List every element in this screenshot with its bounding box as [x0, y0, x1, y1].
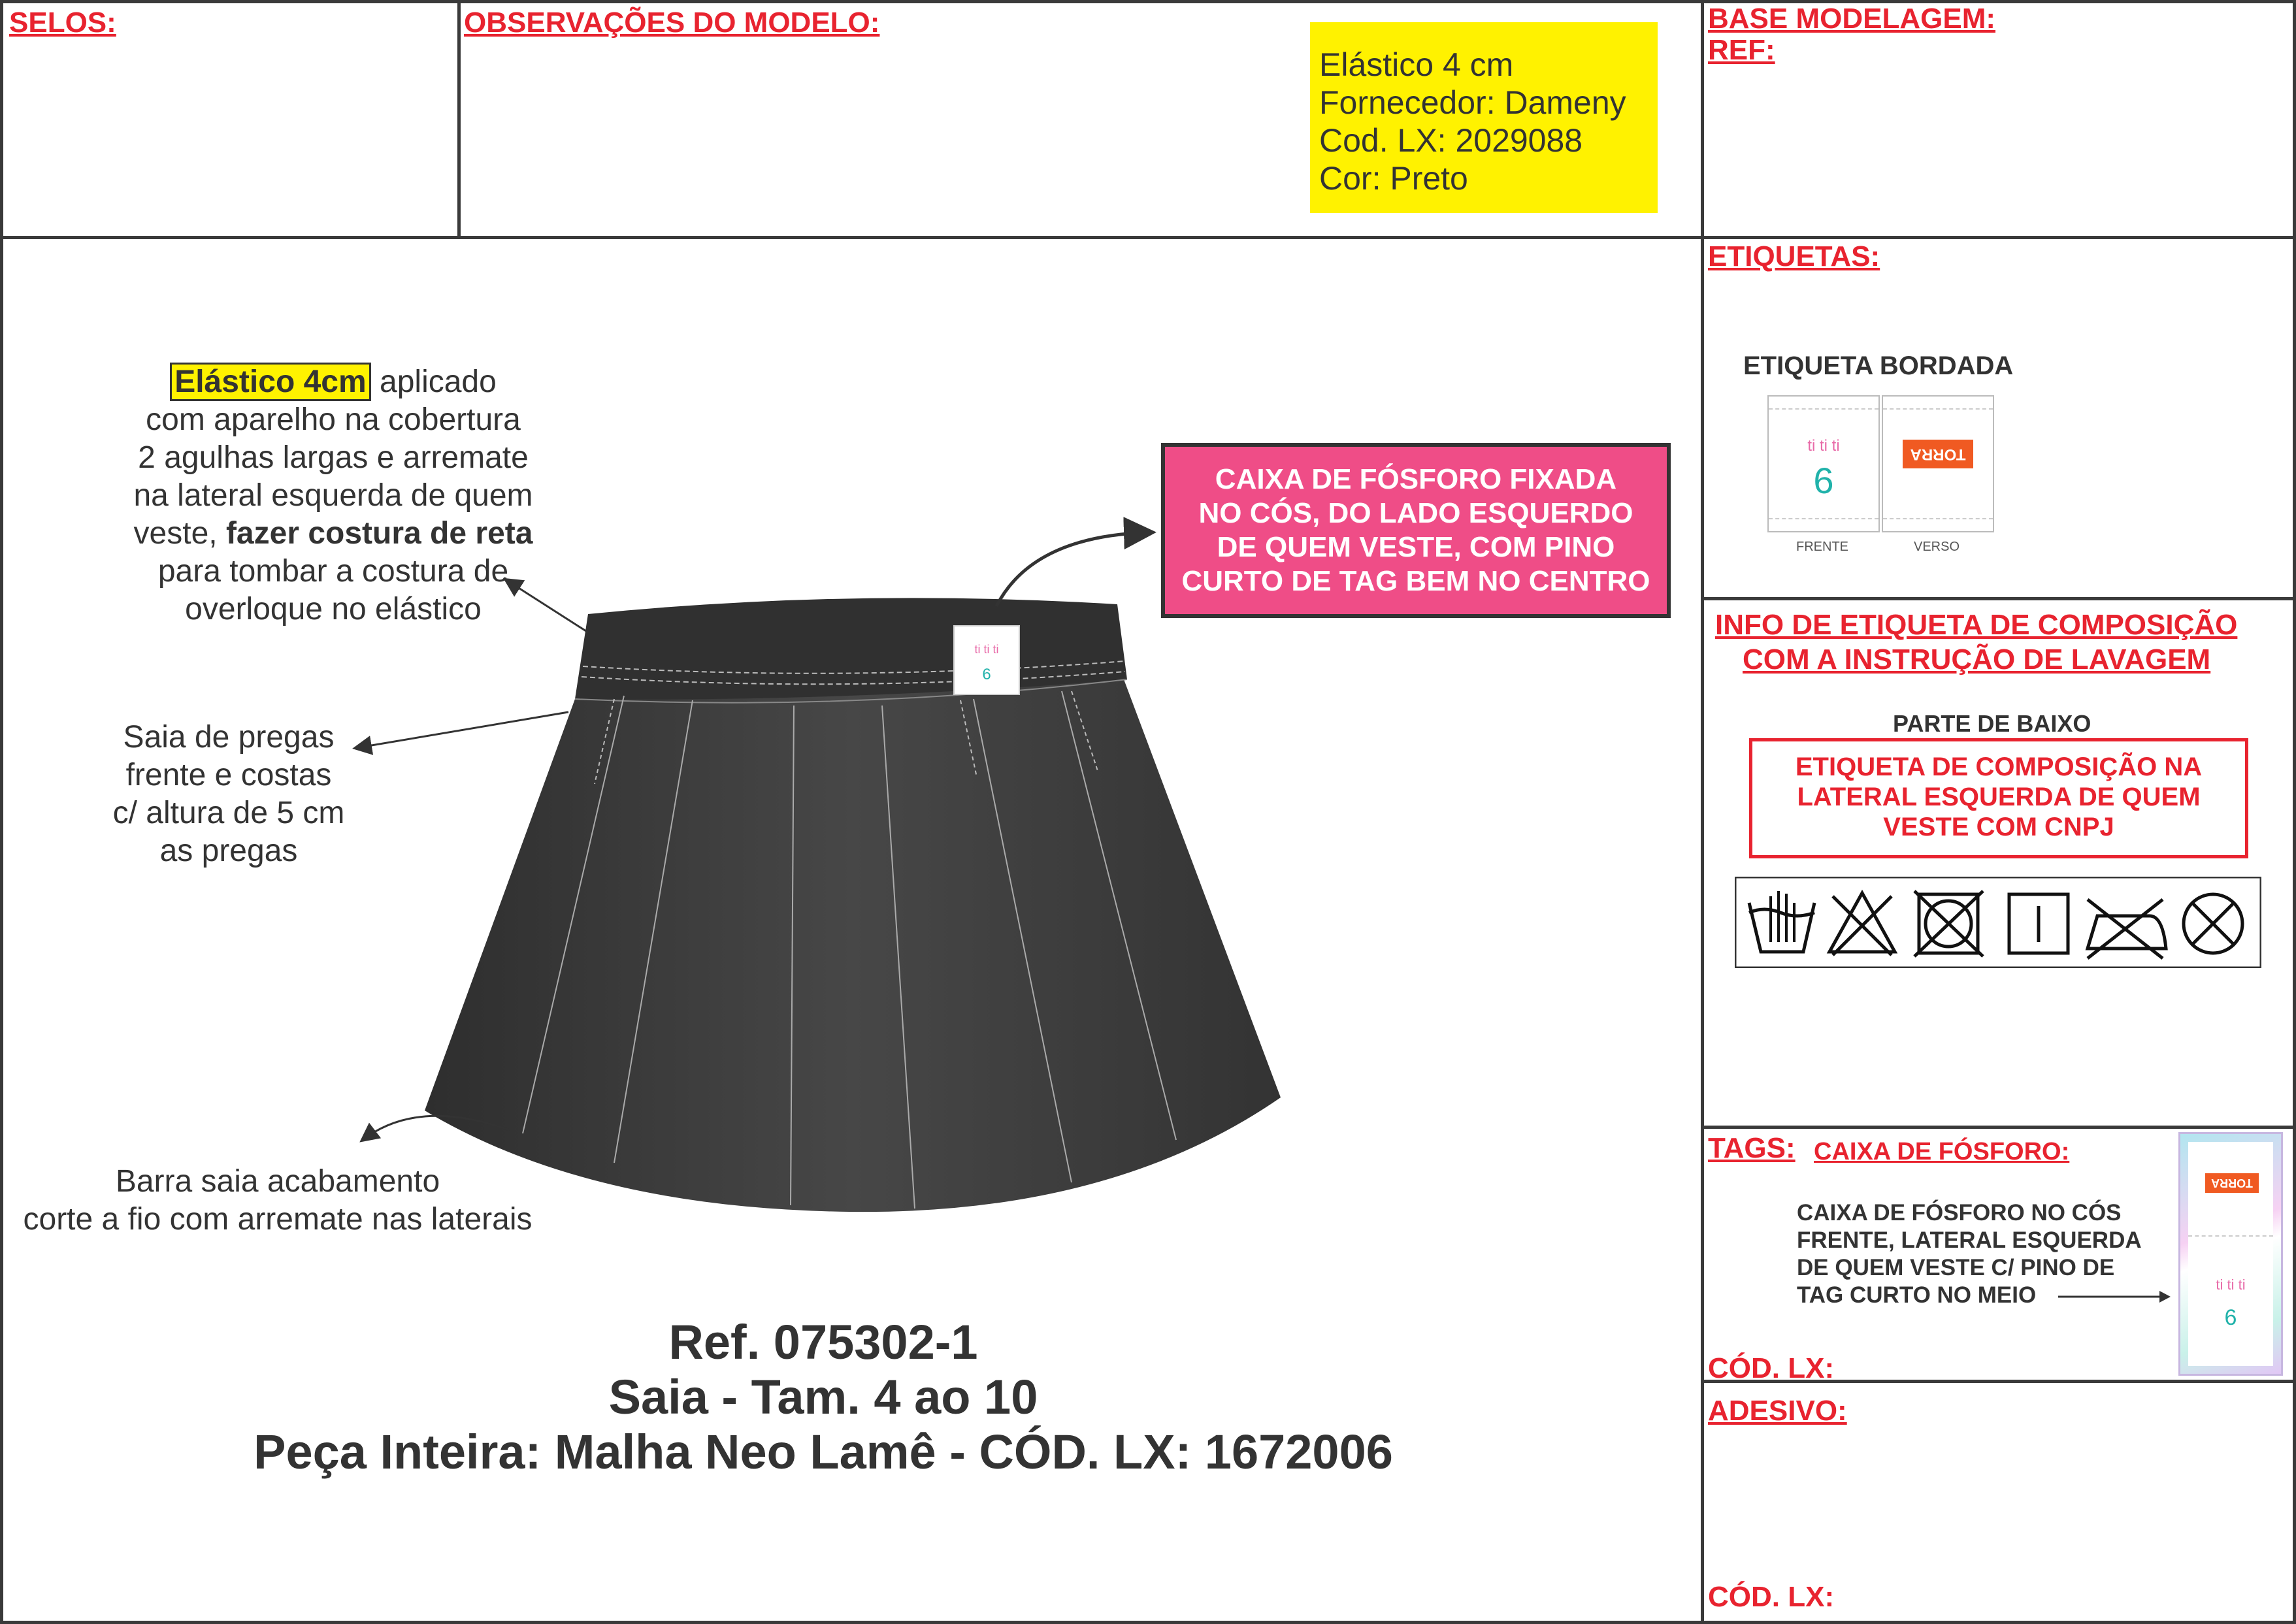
composicao-box — [1749, 738, 2248, 858]
etiqueta-verso-caption: VERSO — [1913, 540, 1960, 554]
matchbox-tag — [2178, 1132, 2283, 1376]
arrow-pregas — [356, 712, 568, 748]
observacoes-header: OBSERVAÇÕES DO MODELO: — [464, 7, 880, 39]
no-tumble-dry-icon — [1914, 891, 1983, 956]
elastic-info-line1: Elástico 4 cm — [1319, 46, 1514, 83]
tags-cod-lx: CÓD. LX: — [1708, 1352, 1835, 1384]
skirt-waistband — [575, 598, 1127, 699]
elastic-note-l2: com aparelho na cobertura — [146, 402, 521, 437]
composicao-box-l2: LATERAL ESQUERDA DE QUEM — [1797, 783, 2201, 811]
elastic-note-l5a: veste, — [133, 516, 226, 551]
adesivo-header: ADESIVO: — [1708, 1395, 1847, 1427]
etiqueta-verso-brand: TORRA — [1903, 440, 1973, 468]
elastic-note-l4: na lateral esquerda de quem — [133, 478, 533, 513]
barra-note-l2: corte a fio com arremate nas laterais — [23, 1202, 533, 1237]
etiquetas-divider — [1701, 597, 2296, 600]
parte-de-baixo-label: PARTE DE BAIXO — [1893, 710, 2091, 737]
waistband-tag-size: 6 — [982, 666, 991, 683]
etiqueta-frente — [1767, 395, 1880, 532]
elastic-note-l7: overloque no elástico — [185, 592, 482, 626]
elastic-info-line4: Cor: Preto — [1319, 160, 1468, 197]
matchbox-callout-l3: DE QUEM VESTE, COM PINO — [1217, 531, 1615, 563]
elastic-note-l5b: fazer costura de reta — [225, 516, 533, 551]
elastic-info-line3: Cod. LX: 2029088 — [1319, 122, 1583, 159]
etiquetas-header: ETIQUETAS: — [1708, 240, 1880, 272]
tags-text-l2: FRENTE, LATERAL ESQUERDA — [1797, 1227, 2142, 1253]
ref-header: REF: — [1708, 34, 1775, 66]
matchbox-callout-l1: CAIXA DE FÓSFORO FIXADA — [1215, 463, 1617, 495]
composicao-divider — [1701, 1126, 2296, 1129]
elastic-note-l1: aplicado — [370, 365, 497, 399]
elastic-note-highlight: Elástico 4cm — [170, 363, 370, 401]
care-symbols — [1735, 877, 2261, 968]
pregas-note-l1: Saia de pregas — [123, 720, 335, 755]
etiqueta-verso — [1882, 395, 1994, 532]
title-saia: Saia - Tam. 4 ao 10 — [608, 1370, 1038, 1424]
pregas-note-l4: as pregas — [159, 834, 298, 868]
barra-note-l1: Barra saia acabamento — [115, 1164, 440, 1199]
skirt-body — [425, 679, 1281, 1212]
arrow-matchbox — [996, 532, 1150, 606]
elastic-note-l6: para tombar a costura de — [157, 554, 509, 589]
title-peca: Peça Inteira: Malha Neo Lamê - CÓD. LX: 1672006 — [254, 1425, 1393, 1479]
waistband-tag-logo: ti ti ti — [974, 643, 999, 656]
matchbox-tag-size: 6 — [2224, 1305, 2237, 1330]
tags-arrow — [2058, 1287, 2173, 1307]
title-ref: Ref. 075302-1 — [668, 1315, 978, 1369]
pregas-note-l3: c/ altura de 5 cm — [112, 796, 345, 830]
matchbox-tag-logo: ti ti ti — [2216, 1276, 2246, 1293]
tags-header: TAGS: — [1708, 1132, 1796, 1164]
tags-text-l4: TAG CURTO NO MEIO — [1797, 1282, 2037, 1308]
etiqueta-bordada-label: ETIQUETA BORDADA — [1743, 351, 2014, 380]
adesivo-cod-lx: CÓD. LX: — [1708, 1581, 1835, 1613]
caixa-fosforo-header: CAIXA DE FÓSFORO: — [1814, 1138, 2070, 1165]
selos-header: SELOS: — [9, 7, 116, 39]
elastic-note-l3: 2 agulhas largas e arremate — [138, 440, 529, 475]
matchbox-tag-brand: TORRA — [2205, 1173, 2259, 1193]
etiqueta-frente-size: 6 — [1813, 460, 1834, 501]
composicao-header-2: COM A INSTRUÇÃO DE LAVAGEM — [1743, 643, 2211, 675]
matchbox-callout-l4: CURTO DE TAG BEM NO CENTRO — [1181, 565, 1650, 597]
etiqueta-frente-logo: ti ti ti — [1807, 437, 1840, 455]
tags-text-l3: DE QUEM VESTE C/ PINO DE — [1797, 1255, 2115, 1280]
composicao-box-l1: ETIQUETA DE COMPOSIÇÃO NA — [1795, 753, 2203, 781]
elastic-info-line2: Fornecedor: Dameny — [1319, 84, 1626, 121]
arrow-elastic — [506, 580, 588, 632]
tags-text-l1: CAIXA DE FÓSFORO NO CÓS — [1797, 1200, 2122, 1226]
waistband-tag — [954, 626, 1019, 694]
matchbox-callout-l2: NO CÓS, DO LADO ESQUERDO — [1198, 497, 1633, 529]
pregas-note-l2: frente e costas — [125, 758, 332, 792]
base-modelagem-header: BASE MODELAGEM: — [1708, 3, 1995, 35]
composicao-box-l3: VESTE COM CNPJ — [1883, 813, 2114, 841]
etiqueta-frente-caption: FRENTE — [1796, 540, 1848, 554]
composicao-header-1: INFO DE ETIQUETA DE COMPOSIÇÃO — [1715, 609, 2238, 641]
